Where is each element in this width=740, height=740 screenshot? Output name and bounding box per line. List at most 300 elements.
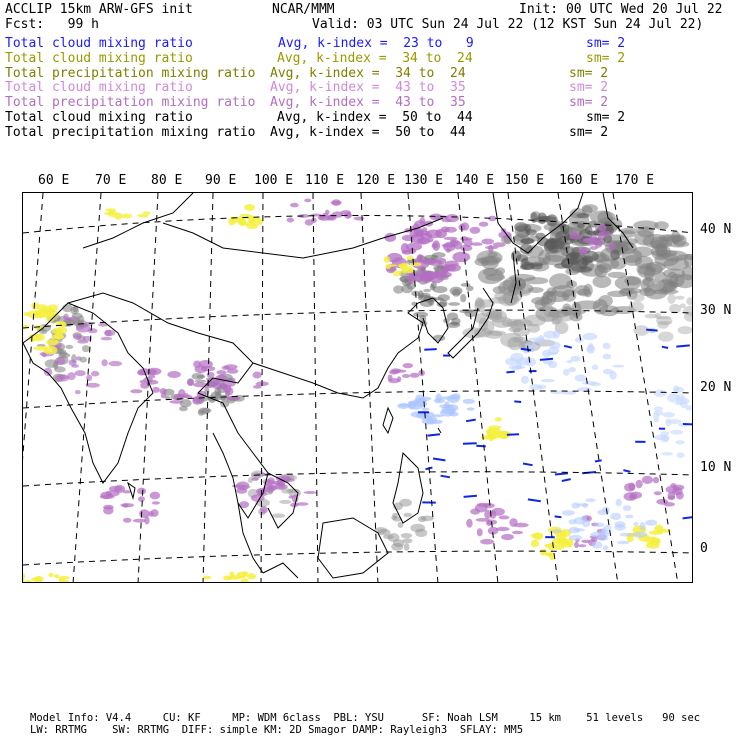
mid-cloud-patch: [407, 255, 413, 260]
high-cloud-patch: [653, 477, 659, 484]
upper-cloud-patch: [544, 304, 554, 318]
map-canvas: [23, 193, 693, 583]
field-name: Total cloud mixing ratio: [5, 50, 193, 66]
field-smoothing: sm= 2: [569, 80, 609, 96]
low-cloud-streak: [463, 443, 477, 444]
high-cloud-patch: [109, 486, 123, 492]
forecast-hour: Fcst: 99 h: [5, 17, 99, 32]
longitude-line: [408, 193, 438, 583]
high-cloud-patch: [151, 509, 159, 517]
upper-cloud-core: [585, 226, 593, 234]
upper-cloud-patch: [502, 319, 525, 327]
upper-cloud-patch: [656, 316, 671, 320]
low-cloud-streak: [564, 346, 572, 348]
high-cloud-patch: [397, 376, 401, 382]
low-cloud-patch: [594, 523, 605, 528]
low-cloud-patch: [603, 354, 612, 360]
upper-cloud-patch: [507, 337, 522, 350]
upper-cloud-patch: [658, 332, 674, 342]
mid-cloud-patch: [561, 542, 571, 548]
high-cloud-patch: [101, 337, 113, 341]
upper-cloud-patch: [399, 499, 412, 507]
mid-cloud-patch: [48, 573, 53, 577]
high-cloud-patch: [628, 483, 635, 491]
model-info-line-2: LW: RRTMG SW: RRTMG DIFF: simple KM: 2D Smagor DAMP: Rayleigh3 SFLAY: MM5: [30, 724, 524, 736]
upper-cloud-patch: [403, 513, 412, 517]
mid-cloud-patch: [229, 575, 240, 580]
upper-cloud-patch: [593, 275, 612, 288]
field-smoothing: sm= 2: [586, 36, 626, 51]
low-cloud-patch: [677, 452, 685, 458]
latitude-label: 0: [700, 541, 708, 556]
mid-cloud-patch: [384, 256, 390, 263]
high-cloud-patch: [445, 261, 459, 268]
low-cloud-streak: [514, 401, 521, 402]
high-cloud-patch: [583, 238, 596, 241]
upper-cloud-patch: [54, 366, 66, 372]
coastline: [163, 218, 443, 258]
low-cloud-patch: [575, 375, 587, 382]
high-cloud-patch: [167, 371, 180, 378]
high-cloud-patch: [101, 359, 107, 366]
low-cloud-streak: [433, 459, 445, 461]
high-cloud-patch: [109, 361, 123, 366]
field-k-index: Avg, k-index = 43 to 35: [270, 80, 466, 96]
mid-cloud-patch: [546, 552, 555, 556]
high-cloud-patch: [581, 540, 590, 543]
high-cloud-patch: [66, 318, 79, 322]
latitude-label: 10 N: [700, 460, 732, 475]
low-cloud-patch: [543, 331, 556, 339]
high-cloud-patch: [437, 272, 452, 278]
low-cloud-patch: [586, 345, 595, 354]
low-cloud-patch: [446, 404, 458, 411]
high-cloud-patch: [466, 519, 472, 528]
low-cloud-patch: [534, 338, 547, 344]
mid-cloud-patch: [393, 271, 402, 277]
longitude-label: 160 E: [559, 173, 599, 188]
longitude-label: 170 E: [615, 173, 655, 188]
mid-cloud-patch: [104, 212, 115, 215]
longitude-label: 90 E: [205, 173, 237, 188]
high-cloud-patch: [410, 373, 420, 378]
high-cloud-patch: [423, 276, 434, 281]
longitude-label: 60 E: [38, 173, 70, 188]
high-cloud-patch: [290, 203, 299, 208]
high-cloud-patch: [152, 387, 160, 393]
mid-cloud-patch: [23, 573, 25, 580]
mid-cloud-patch: [58, 578, 64, 581]
upper-cloud-patch: [450, 322, 460, 326]
mid-cloud-patch: [531, 540, 539, 547]
upper-cloud-patch: [415, 529, 427, 537]
upper-cloud-core: [577, 223, 585, 229]
low-cloud-patch: [529, 384, 541, 390]
high-cloud-patch: [44, 368, 52, 377]
high-cloud-patch: [460, 236, 468, 241]
mid-cloud-patch: [488, 433, 494, 441]
organization-label: NCAR/MMM: [272, 2, 335, 17]
low-cloud-streak: [540, 359, 553, 360]
upper-cloud-patch: [667, 294, 675, 304]
upper-cloud-patch: [402, 538, 412, 543]
high-cloud-patch: [630, 492, 642, 499]
high-cloud-patch: [403, 363, 414, 368]
mid-cloud-patch: [43, 346, 58, 355]
upper-cloud-patch: [657, 322, 668, 329]
upper-cloud-patch: [82, 345, 90, 352]
field-k-index: Avg, k-index = 43 to 35: [270, 95, 466, 111]
low-cloud-patch: [583, 333, 598, 340]
high-cloud-patch: [75, 390, 81, 394]
field-name: Total cloud mixing ratio: [5, 36, 193, 51]
coastline: [438, 428, 441, 433]
high-cloud-patch: [445, 214, 459, 222]
low-cloud-patch: [601, 528, 606, 536]
upper-cloud-patch: [197, 375, 205, 379]
upper-cloud-patch: [667, 241, 689, 248]
high-cloud-patch: [418, 255, 424, 260]
upper-cloud-patch: [452, 289, 461, 297]
high-cloud-patch: [401, 243, 409, 254]
high-cloud-patch: [444, 237, 458, 240]
mid-cloud-patch: [54, 574, 60, 578]
high-cloud-patch: [71, 364, 79, 368]
field-k-index: Avg, k-index = 50 to 44: [270, 124, 466, 140]
high-cloud-patch: [389, 370, 398, 375]
high-cloud-patch: [160, 388, 167, 394]
high-cloud-patch: [150, 492, 161, 500]
low-cloud-patch: [617, 541, 630, 544]
high-cloud-patch: [636, 480, 643, 489]
low-cloud-patch: [663, 435, 669, 442]
low-cloud-streak: [523, 464, 533, 466]
low-cloud-patch: [653, 411, 659, 420]
longitude-label: 110 E: [305, 173, 345, 188]
high-cloud-patch: [480, 539, 494, 545]
high-cloud-patch: [76, 356, 82, 360]
upper-cloud-patch: [404, 543, 410, 550]
mid-cloud-patch: [36, 334, 45, 341]
upper-cloud-core: [521, 238, 535, 244]
upper-cloud-patch: [460, 294, 466, 302]
high-cloud-patch: [137, 488, 146, 495]
high-cloud-patch: [436, 258, 446, 265]
field-k-index: Avg, k-index = 50 to 44: [277, 110, 473, 125]
low-cloud-patch: [623, 505, 632, 511]
high-cloud-patch: [251, 494, 265, 502]
mid-cloud-patch: [46, 339, 59, 345]
high-cloud-patch: [452, 252, 470, 263]
longitude-line: [23, 193, 43, 583]
high-cloud-patch: [100, 492, 112, 499]
upper-cloud-patch: [663, 258, 689, 271]
mid-cloud-patch: [627, 536, 634, 543]
high-cloud-patch: [55, 374, 69, 382]
low-cloud-patch: [610, 513, 621, 520]
upper-cloud-core: [546, 214, 558, 226]
low-cloud-patch: [670, 430, 683, 435]
low-cloud-patch: [673, 385, 680, 393]
high-cloud-patch: [75, 370, 86, 376]
high-cloud-patch: [103, 507, 113, 515]
high-cloud-patch: [77, 340, 88, 343]
field-name: Total precipitation mixing ratio: [5, 124, 256, 140]
high-cloud-patch: [340, 210, 351, 215]
high-cloud-patch: [311, 218, 317, 223]
field-name: Total cloud mixing ratio: [5, 80, 193, 96]
latitude-line: [23, 391, 693, 408]
high-cloud-patch: [654, 491, 662, 495]
low-cloud-streak: [623, 470, 630, 472]
high-cloud-patch: [477, 503, 491, 507]
high-cloud-patch: [609, 243, 616, 251]
low-cloud-patch: [577, 503, 590, 506]
low-cloud-patch: [676, 394, 686, 401]
upper-cloud-patch: [628, 302, 644, 313]
field-smoothing: sm= 2: [569, 124, 609, 140]
low-cloud-patch: [548, 347, 559, 354]
high-cloud-patch: [470, 509, 480, 515]
upper-cloud-patch: [180, 399, 192, 407]
field-name: Total precipitation mixing ratio: [5, 95, 256, 111]
upper-cloud-patch: [391, 543, 403, 551]
upper-cloud-patch: [577, 289, 591, 297]
low-cloud-patch: [615, 521, 626, 527]
upper-cloud-patch: [624, 255, 642, 266]
low-cloud-patch: [592, 541, 603, 548]
low-cloud-patch: [422, 408, 429, 411]
high-cloud-patch: [187, 378, 194, 386]
latitude-label: 40 N: [700, 222, 732, 237]
low-cloud-streak: [646, 330, 657, 331]
mid-cloud-patch: [248, 215, 255, 224]
mid-cloud-patch: [31, 577, 42, 581]
upper-cloud-patch: [485, 274, 505, 281]
high-cloud-patch: [481, 239, 494, 245]
high-cloud-patch: [123, 503, 129, 507]
upper-cloud-patch: [448, 302, 460, 306]
low-cloud-streak: [424, 349, 436, 350]
high-cloud-patch: [460, 245, 472, 251]
upper-cloud-patch: [494, 291, 510, 301]
low-cloud-patch: [625, 515, 633, 519]
longitude-label: 130 E: [404, 173, 444, 188]
low-cloud-patch: [566, 360, 573, 363]
upper-cloud-core: [577, 213, 590, 218]
field-name: Total precipitation mixing ratio: [5, 65, 256, 81]
high-cloud-patch: [133, 519, 146, 523]
low-cloud-patch: [612, 365, 624, 368]
high-cloud-patch: [479, 222, 489, 227]
high-cloud-patch: [169, 400, 183, 404]
low-cloud-patch: [654, 407, 663, 412]
longitude-line: [261, 193, 263, 583]
high-cloud-patch: [445, 227, 457, 233]
upper-cloud-patch: [418, 293, 430, 298]
high-cloud-patch: [578, 544, 586, 547]
low-cloud-patch: [551, 529, 562, 533]
high-cloud-patch: [499, 515, 510, 519]
low-cloud-patch: [505, 358, 518, 366]
low-cloud-streak: [441, 476, 450, 478]
mid-cloud-patch: [46, 309, 52, 318]
high-cloud-patch: [105, 330, 112, 337]
low-cloud-streak: [683, 424, 693, 425]
latitude-label: 30 N: [700, 303, 732, 318]
upper-cloud-patch: [378, 529, 391, 535]
low-cloud-streak: [555, 516, 562, 517]
low-cloud-patch: [569, 535, 582, 541]
low-cloud-patch: [419, 397, 432, 401]
low-cloud-patch: [521, 376, 529, 384]
low-cloud-patch: [675, 440, 684, 444]
latitude-line: [23, 551, 693, 565]
longitude-label: 140 E: [455, 173, 495, 188]
low-cloud-patch: [661, 452, 673, 456]
high-cloud-patch: [415, 230, 429, 235]
high-cloud-patch: [512, 531, 523, 534]
mid-cloud-patch: [410, 263, 422, 267]
mid-cloud-patch: [495, 417, 502, 421]
upper-cloud-core: [520, 264, 535, 270]
low-cloud-patch: [563, 369, 570, 376]
upper-cloud-patch: [401, 533, 412, 538]
low-cloud-patch: [634, 522, 639, 526]
field-k-index: Avg, k-index = 34 to 24: [270, 65, 466, 81]
high-cloud-patch: [91, 371, 99, 377]
low-cloud-patch: [640, 522, 646, 531]
mid-cloud-patch: [25, 580, 32, 583]
high-cloud-patch: [130, 389, 142, 393]
mid-cloud-patch: [240, 219, 246, 226]
low-cloud-patch: [582, 520, 590, 528]
upper-cloud-patch: [531, 297, 552, 305]
high-cloud-patch: [354, 217, 365, 221]
low-cloud-streak: [466, 420, 476, 422]
high-cloud-patch: [676, 492, 684, 500]
mid-cloud-patch: [121, 214, 132, 219]
low-cloud-streak: [507, 434, 519, 435]
low-cloud-patch: [463, 399, 475, 404]
model-info-line-1: Model Info: V4.4 CU: KF MP: WDM 6class PBL: YSU SF: Noah LSM 15 km 51 levels 90 sec: [30, 712, 701, 724]
high-cloud-patch: [253, 372, 262, 379]
high-cloud-patch: [195, 365, 207, 373]
upper-cloud-patch: [516, 290, 531, 296]
low-cloud-patch: [435, 394, 442, 402]
low-cloud-patch: [467, 407, 475, 410]
low-cloud-patch: [680, 400, 688, 408]
upper-cloud-patch: [645, 314, 658, 319]
high-cloud-patch: [152, 501, 160, 504]
upper-cloud-patch: [663, 281, 678, 289]
low-cloud-patch: [541, 379, 555, 383]
latitude-line: [23, 310, 693, 328]
longitude-label: 150 E: [505, 173, 545, 188]
upper-cloud-patch: [423, 289, 431, 292]
mid-cloud-patch: [533, 532, 543, 540]
coastline: [263, 563, 298, 578]
upper-cloud-patch: [607, 291, 628, 297]
high-cloud-patch: [183, 393, 189, 398]
high-cloud-patch: [287, 218, 294, 223]
high-cloud-patch: [273, 481, 283, 485]
high-cloud-patch: [304, 491, 317, 494]
high-cloud-patch: [642, 476, 653, 484]
low-cloud-patch: [616, 499, 622, 506]
high-cloud-patch: [331, 199, 341, 206]
low-cloud-patch: [662, 412, 675, 418]
upper-cloud-core: [610, 250, 620, 261]
upper-cloud-patch: [474, 328, 492, 338]
upper-cloud-patch: [551, 318, 559, 325]
field-smoothing: sm= 2: [586, 50, 626, 66]
init-time: Init: 00 UTC Wed 20 Jul 22: [519, 2, 723, 17]
upper-cloud-patch: [201, 408, 211, 413]
upper-cloud-core: [525, 229, 536, 235]
low-cloud-patch: [568, 519, 576, 524]
high-cloud-patch: [580, 247, 587, 254]
upper-cloud-patch: [632, 294, 644, 302]
high-cloud-patch: [470, 227, 481, 234]
latitude-label: 20 N: [700, 380, 732, 395]
high-cloud-patch: [304, 199, 311, 203]
longitude-line: [313, 193, 318, 583]
upper-cloud-core: [530, 212, 537, 223]
upper-cloud-patch: [649, 279, 663, 290]
high-cloud-patch: [446, 248, 451, 252]
mid-cloud-patch: [401, 268, 407, 274]
low-cloud-patch: [525, 342, 536, 348]
low-cloud-patch: [603, 343, 611, 350]
high-cloud-patch: [491, 508, 505, 516]
low-cloud-patch: [620, 533, 633, 537]
upper-cloud-core: [516, 254, 528, 262]
mid-cloud-patch: [114, 213, 122, 220]
upper-cloud-patch: [678, 326, 693, 334]
high-cloud-patch: [485, 246, 498, 249]
longitude-label: 100 E: [254, 173, 294, 188]
map-panel: [22, 192, 693, 583]
upper-cloud-patch: [279, 500, 291, 504]
high-cloud-patch: [123, 518, 132, 523]
high-cloud-patch: [251, 478, 258, 481]
low-cloud-streak: [464, 496, 477, 497]
high-cloud-patch: [569, 234, 583, 239]
high-cloud-patch: [256, 488, 266, 494]
low-cloud-patch: [451, 393, 460, 399]
low-cloud-patch: [397, 403, 410, 409]
mid-cloud-patch: [654, 525, 663, 533]
upper-cloud-patch: [593, 299, 608, 314]
mid-cloud-patch: [241, 578, 249, 583]
upper-cloud-patch: [65, 345, 73, 349]
field-name: Total cloud mixing ratio: [5, 110, 193, 125]
low-cloud-streak: [506, 372, 514, 373]
mid-cloud-patch: [544, 544, 551, 548]
low-cloud-streak: [595, 460, 602, 461]
low-cloud-patch: [654, 390, 667, 398]
high-cloud-patch: [432, 243, 439, 249]
low-cloud-streak: [555, 473, 568, 474]
high-cloud-patch: [574, 542, 579, 548]
valid-time: Valid: 03 UTC Sun 24 Jul 22 (12 KST Sun 24 Jul 22): [312, 17, 704, 32]
high-cloud-patch: [501, 534, 514, 540]
field-smoothing: sm= 2: [586, 110, 626, 125]
upper-cloud-patch: [272, 513, 285, 518]
mid-cloud-patch: [650, 538, 661, 545]
low-cloud-patch: [586, 498, 596, 502]
